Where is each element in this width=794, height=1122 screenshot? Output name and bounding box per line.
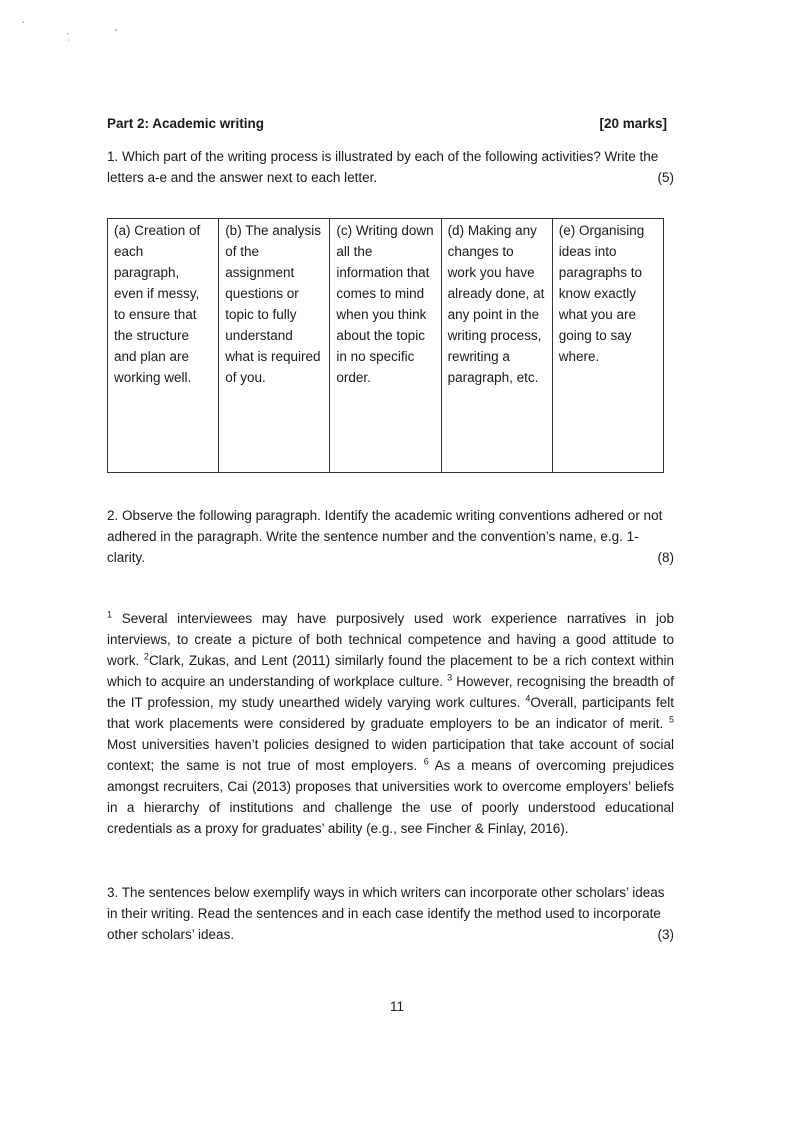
option-d: (d) Making any changes to work you have already done, at any point in the writing process, rewriting a paragraph, etc. <box>441 219 552 473</box>
option-c: (c) Writing down all the information that comes to mind when you think about the topic in no specific order. <box>330 219 441 473</box>
sentence-number: 3 <box>447 672 453 683</box>
sentence-number: 6 <box>423 756 429 767</box>
question-3-text: 3. The sentences below exemplify ways in which writers can incorporate other scholars’ ideas in their writing. Read the sentences and in each case identify the method used to incorporate other scholars’ ideas. <box>107 885 665 942</box>
sentence: However, recognising the breadth of the IT profession, my study unearthed widely varying work cultures. <box>107 674 675 710</box>
question-1-marks: (5) <box>657 170 674 185</box>
sample-paragraph <box>107 608 674 839</box>
sentence-number: 1 <box>107 609 113 620</box>
sentence-number: 2 <box>143 651 149 662</box>
table-row <box>108 219 664 473</box>
question-2 <box>107 505 674 568</box>
option-b: (b) The analysis of the assignment questions or topic to fully understand what is required of you. <box>219 219 330 473</box>
part-header <box>107 116 667 134</box>
writing-process-table <box>107 218 664 473</box>
part-title: Part 2: Academic writing <box>107 116 265 131</box>
option-a: (a) Creation of each paragraph, even if messy, to ensure that the structure and plan are working well. <box>108 219 219 473</box>
sentence-number: 5 <box>668 714 674 725</box>
scan-specks <box>20 10 130 50</box>
page-number: 11 <box>389 999 404 1014</box>
sentence: As a means of overcoming prejudices amongst recruiters, Cai (2013) proposes that universities work to overcome employers’ beliefs in a hierarchy of institutions and challenge the use of poorly understood educational credentials as a proxy for graduates’ ability (e.g., see Fincher & Finlay, 2016). <box>107 758 674 836</box>
sentence: Overall, participants felt that work placements were considered by graduate employers to be an indicator of merit. <box>107 695 675 731</box>
sentence: Most universities haven’t policies designed to widen participation that take account of social context; the same is not true of most employers. <box>107 737 674 773</box>
sentence: Clark, Zukas, and Lent (2011) similarly found the placement to be a rich context within which to acquire an understanding of workplace culture. <box>107 653 674 689</box>
question-1-text: 1. Which part of the writing process is illustrated by each of the following activities? Write the letters a-e and the answer next to each letter. <box>107 149 659 185</box>
sentence-number: 4 <box>525 693 531 704</box>
question-3 <box>107 882 674 945</box>
question-2-marks: (8) <box>657 550 674 565</box>
sentence: Several interviewees may have purposively used work experience narratives in job interviews, to create a picture of both technical competence and having a good attitude to work. <box>107 611 674 668</box>
option-e: (e) Organising ideas into paragraphs to know exactly what you are going to say where. <box>552 219 663 473</box>
question-3-marks: (3) <box>657 927 674 942</box>
question-2-text: 2. Observe the following paragraph. Identify the academic writing conventions adhered or not adhered in the paragraph. Write the sentence number and the convention’s name, e.g. 1- clarity. <box>107 508 663 565</box>
part-marks: [20 marks] <box>599 116 667 131</box>
question-1 <box>107 146 674 188</box>
